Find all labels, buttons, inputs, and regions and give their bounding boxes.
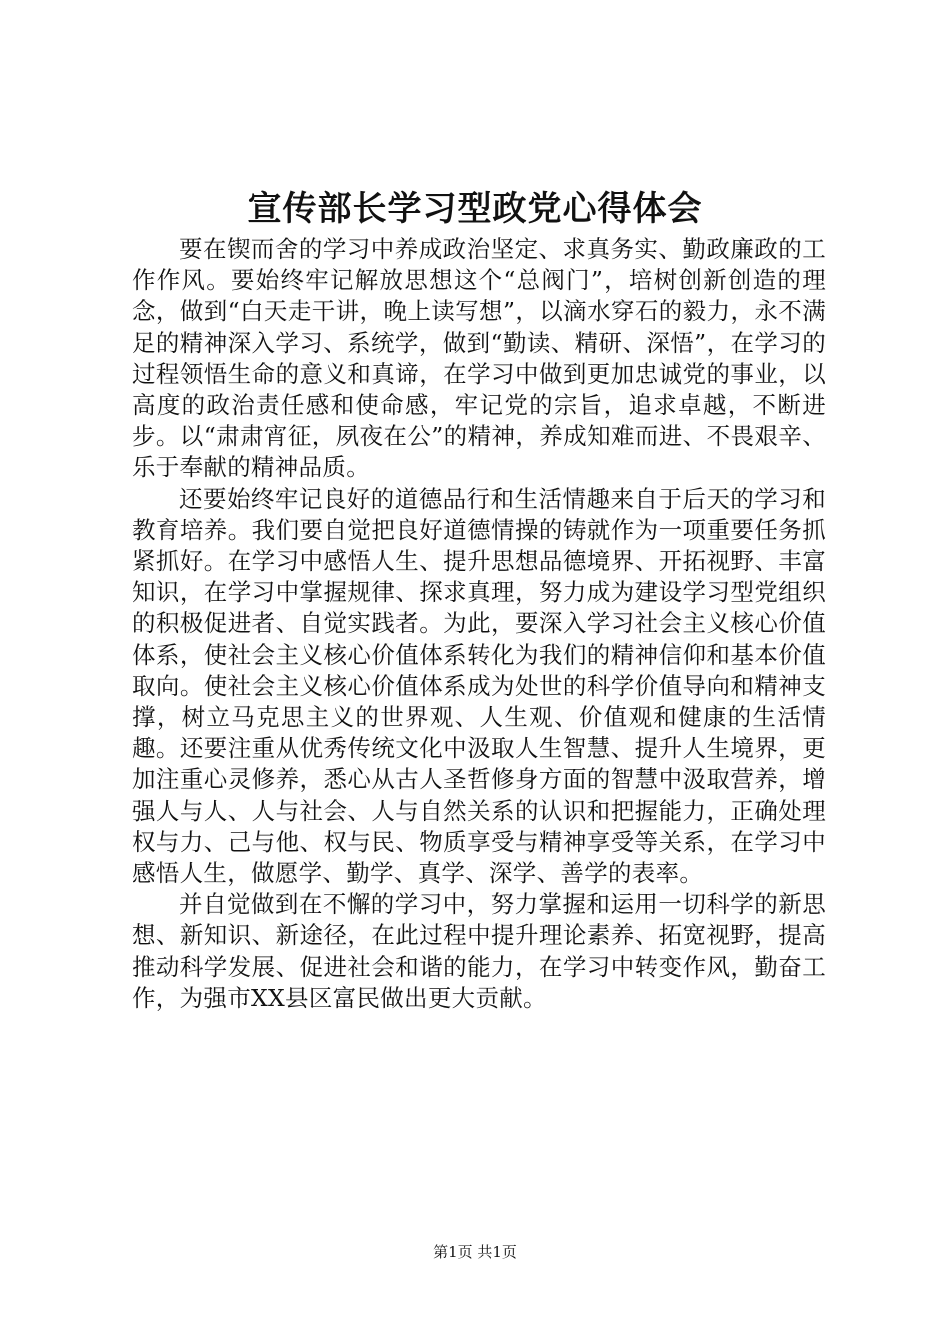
page-footer: 第1页 共1页 bbox=[433, 1243, 517, 1261]
document-title: 宣传部长学习型政党心得体会 bbox=[247, 189, 703, 229]
paragraph-1: 要在锲而舍的学习中养成政治坚定、求真务实、勤政廉政的工作作风。要始终牢记解放思想这个“总阀门”，培树创新创造的理念，做到“白天走干讲，晚上读写想”，以滴水穿石的毅力，永不满足的精神深入学习、系统学，做到“勤读、精研、深悟”，在学习的过程领悟生命的意义和真谛，在学习中做到更加忠诚党的事业，以高度的政治责任感和使命感，牢记党的宗旨，追求卓越，不断进步。以“肃肃宵征，夙夜在公”的精神，养成知难而进、不畏艰辛、乐于奉献的精神品质。 bbox=[132, 235, 826, 482]
document-body bbox=[132, 234, 826, 1014]
paragraph-2: 还要始终牢记良好的道德品行和生活情趣来自于后天的学习和教育培养。我们要自觉把良好道德情操的铸就作为一项重要任务抓紧抓好。在学习中感悟人生、提升思想品德境界、开拓视野、丰富知识，在学习中掌握规律、探求真理，努力成为建设学习型党组织的积极促进者、自觉实践者。为此，要深入学习社会主义核心价值体系，使社会主义核心价值体系转化为我们的精神信仰和基本价值取向。使社会主义核心价值体系成为处世的科学价值导向和精神支撑，树立马克思主义的世界观、人生观、价值观和健康的生活情趣。还要注重从优秀传统文化中汲取人生智慧、提升人生境界，更加注重心灵修养，悉心从古人圣哲修身方面的智慧中汲取营养，增强人与人、人与社会、人与自然关系的认识和把握能力，正确处理权与力、己与他、权与民、物质享受与精神享受等关系，在学习中感悟人生，做愿学、勤学、真学、深学、善学的表率。 bbox=[132, 484, 826, 888]
paragraph-3: 并自觉做到在不懈的学习中，努力掌握和运用一切科学的新思想、新知识、新途径，在此过程中提升理论素养、拓宽视野，提高推动科学发展、促进社会和谐的能力，在学习中转变作风，勤奋工作，为强市XX县区富民做出更大贡献。 bbox=[132, 890, 826, 1012]
